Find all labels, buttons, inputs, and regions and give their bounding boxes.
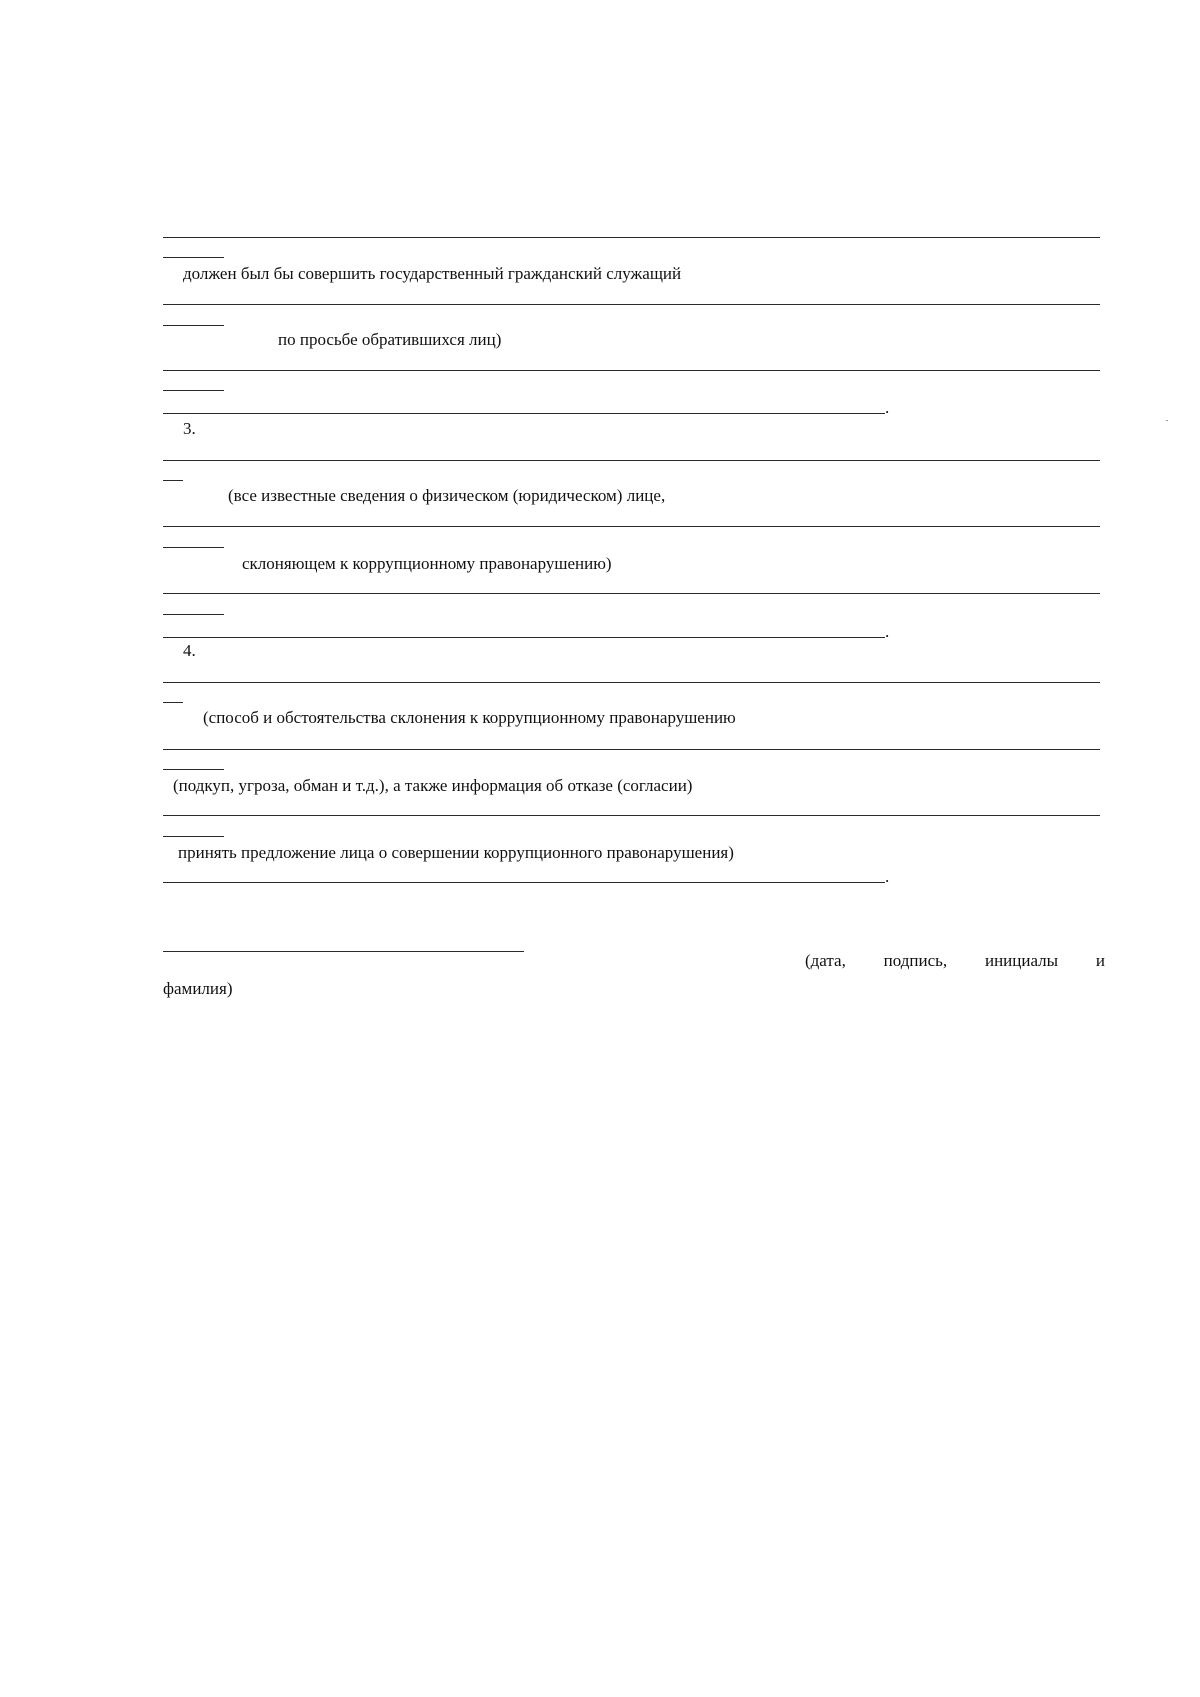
form-caption: принять предложение лица о совершении коррупционного правонарушения) <box>178 843 734 862</box>
signature-caption-word: подпись, <box>883 951 948 970</box>
signature-caption <box>805 951 1105 971</box>
signature-caption-word: и <box>1095 951 1105 970</box>
scan-speck <box>1166 420 1168 421</box>
short-stroke <box>163 390 224 391</box>
form-caption: (способ и обстоятельства склонения к коррупционному правонарушению <box>203 708 736 727</box>
short-stroke <box>163 480 183 481</box>
item-number: 4. <box>183 641 196 660</box>
signature-caption-continued: фамилия) <box>163 979 233 998</box>
short-stroke <box>163 325 224 326</box>
blank-line <box>163 526 1100 527</box>
short-stroke <box>163 702 183 703</box>
blank-line <box>163 413 885 414</box>
signature-caption-word: (дата, <box>805 951 846 970</box>
form-caption: по просьбе обратившихся лиц) <box>278 330 502 349</box>
blank-line <box>163 749 1100 750</box>
item-number: 3. <box>183 419 196 438</box>
line-end-period: . <box>885 867 890 886</box>
short-stroke <box>163 257 224 258</box>
blank-line <box>163 370 1100 371</box>
blank-line <box>163 237 1100 238</box>
blank-line <box>163 882 885 883</box>
blank-line <box>163 460 1100 461</box>
line-end-period: . <box>885 398 890 417</box>
line-end-period: . <box>885 622 890 641</box>
blank-line <box>163 637 885 638</box>
signature-caption-word: инициалы <box>984 951 1059 970</box>
short-stroke <box>163 614 224 615</box>
form-caption: должен был бы совершить государственный гражданский служащий <box>183 264 682 283</box>
signature-line <box>163 951 524 952</box>
short-stroke <box>163 836 224 837</box>
blank-line <box>163 682 1100 683</box>
blank-line <box>163 304 1100 305</box>
form-caption: склоняющем к коррупционному правонарушению) <box>242 554 612 573</box>
blank-line <box>163 815 1100 816</box>
short-stroke <box>163 769 224 770</box>
form-caption: (подкуп, угроза, обман и т.д.), а также информация об отказе (согласии) <box>173 776 693 795</box>
blank-line <box>163 593 1100 594</box>
form-caption: (все известные сведения о физическом (юридическом) лице, <box>228 486 666 505</box>
short-stroke <box>163 547 224 548</box>
